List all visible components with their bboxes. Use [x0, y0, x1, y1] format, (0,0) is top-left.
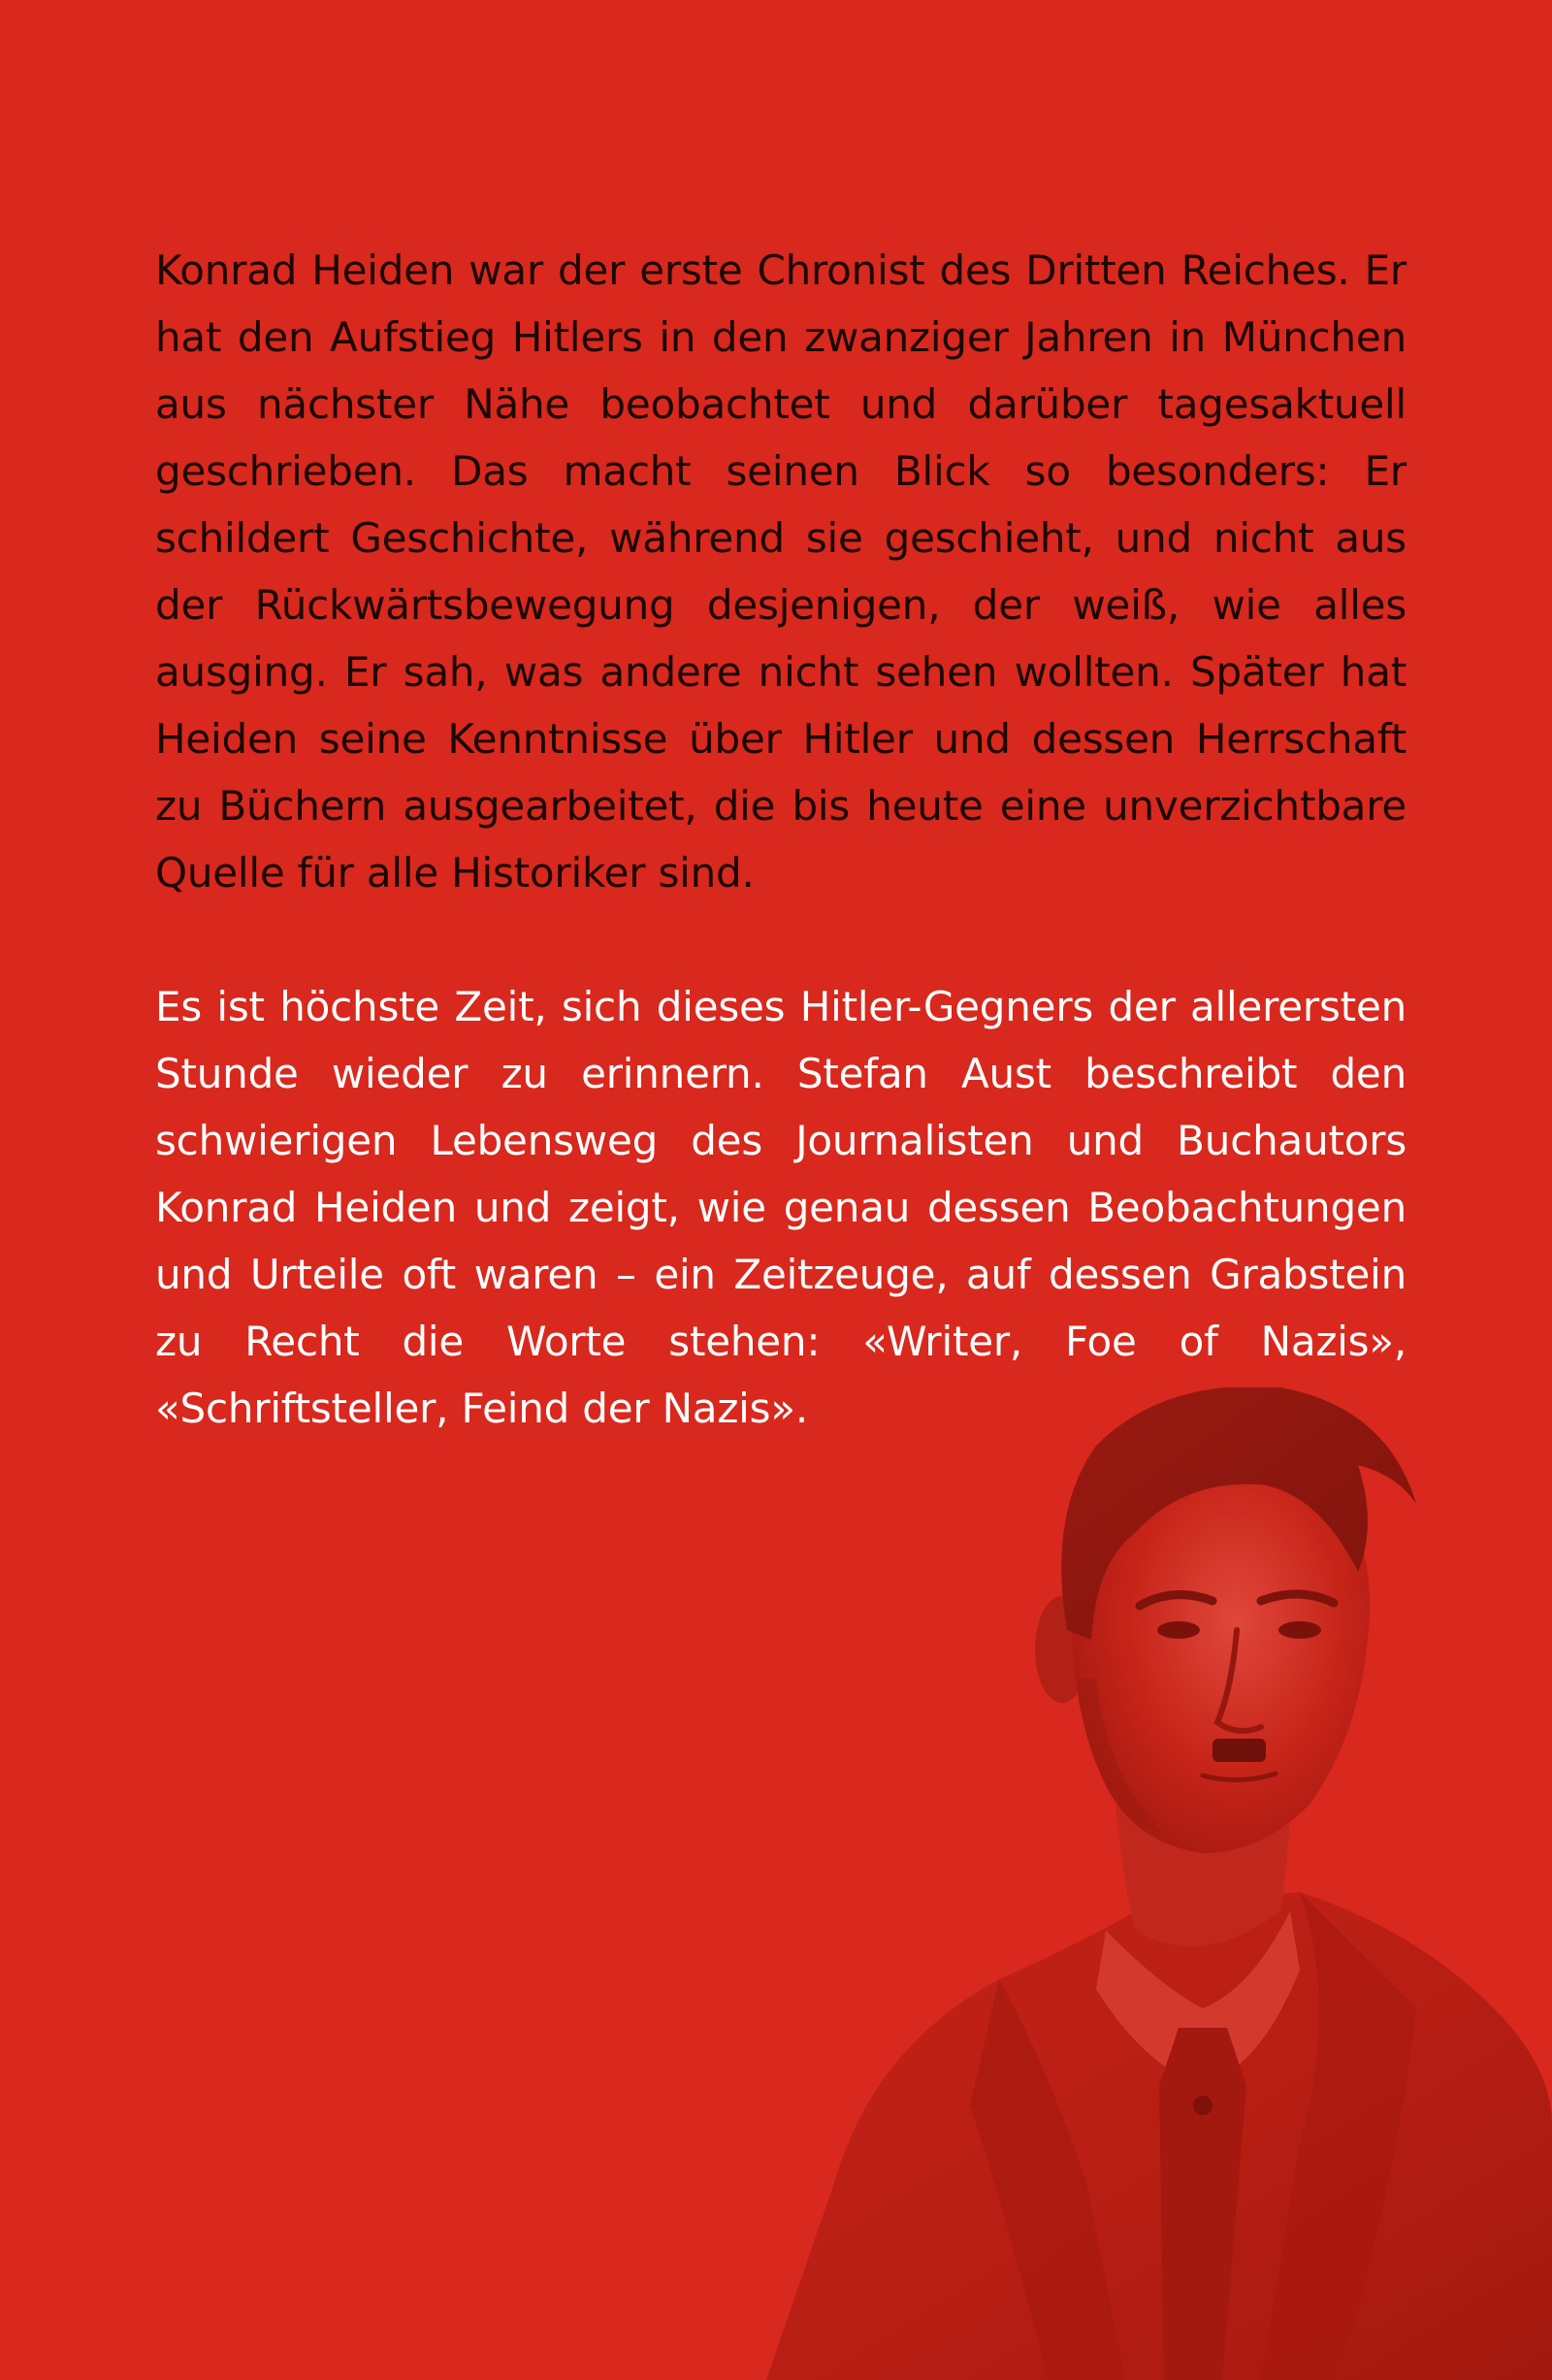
mustache	[1212, 1739, 1266, 1762]
coat-shape	[766, 1892, 1552, 2380]
tie-pin-icon	[1193, 2096, 1212, 2115]
blurb-paragraph-1: Konrad Heiden war der erste Chronist des Dritten Reiches. Er hat den Aufstieg Hitlers in den zwanziger Jahren in München aus nächster Nähe beobachtet und darüber tagesaktuell geschrieben. Das macht seinen Blick so besonders: Er schildert Geschichte, während sie geschieht, und nicht aus der Rückwärtsbewegung desjenigen, der weiß, wie alles ausging. Er sah, was andere nicht sehen wollten. Später hat Heiden seine Kenntnisse über Hitler und dessen Herrschaft zu Büchern ausgearbeitet, die bis heute eine unverzichtbare Quelle für alle Historiker sind.	[155, 246, 1406, 897]
portrait-illustration	[679, 1387, 1552, 2380]
right-eye	[1278, 1621, 1321, 1639]
left-eye	[1157, 1621, 1200, 1639]
blurb-paragraph-2: Es ist höchste Zeit, sich dieses Hitler-Gegners der allerersten Stunde wieder zu erinnern. Stefan Aust beschreibt den schwierigen Lebensweg des Journalisten und Buchautors Konrad Heiden und zeigt, wie genau dessen Beobachtungen und Urteile oft waren – ein Zeitzeuge, auf dessen Grabstein zu Recht die Worte stehen: «Writer, Foe of Nazis», «Schriftsteller, Feind der Nazis».	[155, 983, 1406, 1432]
